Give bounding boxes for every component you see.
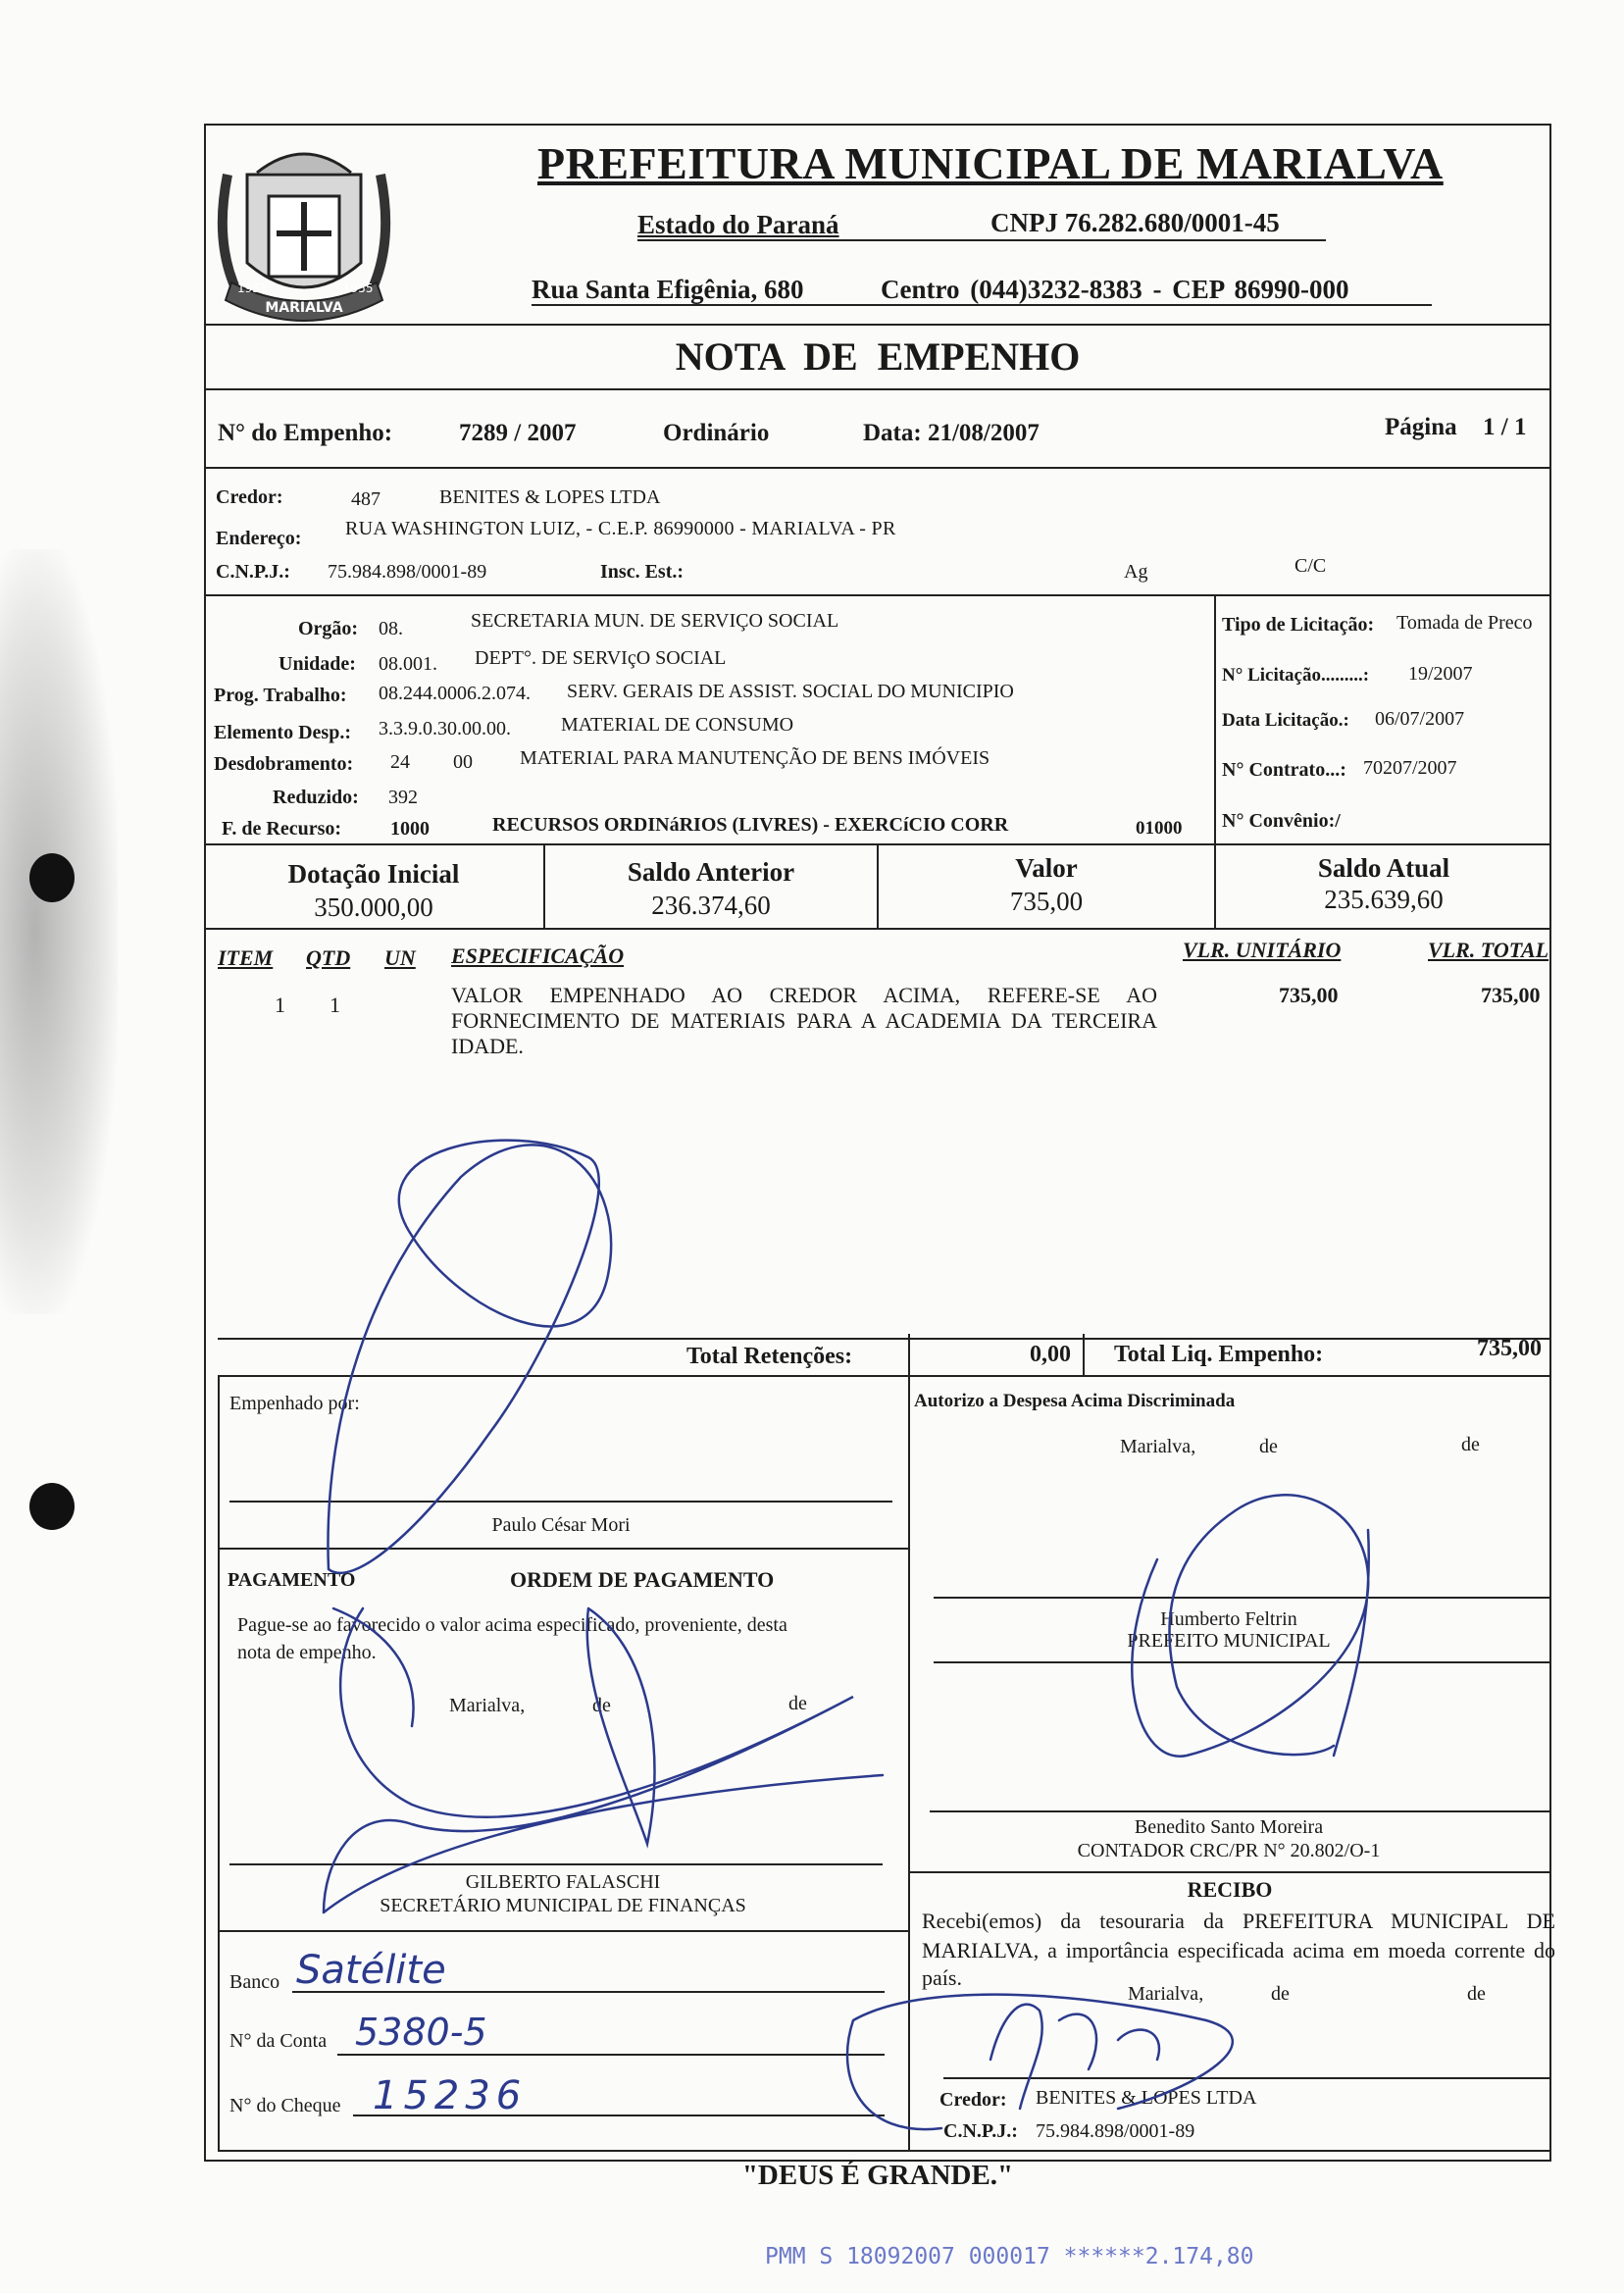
- endereco-label: Endereço:: [216, 528, 302, 549]
- header-estado: Estado do Paraná: [637, 210, 839, 239]
- empenhado-nome: Paulo César Mori: [491, 1514, 631, 1536]
- reduzido-value: 392: [388, 787, 418, 808]
- credor-cnpj: 75.984.898/0001-89: [328, 561, 487, 583]
- header-address: Rua Santa Efigênia, 680: [532, 275, 804, 304]
- convenio-label: N° Convênio:/: [1222, 810, 1341, 832]
- col-qtd: QTD: [306, 945, 351, 970]
- page-title: PREFEITURA MUNICIPAL DE MARIALVA: [537, 138, 1444, 188]
- header-contact: Centro (044)3232-8383 - CEP 86990-000: [881, 275, 1349, 304]
- recurso-code: 1000: [390, 818, 430, 840]
- page-number-label: Página: [1385, 414, 1457, 440]
- licitacao-data-label: Data Licitação.:: [1222, 710, 1349, 731]
- desdob-code-2: 00: [453, 751, 473, 773]
- desdob-name: MATERIAL PARA MANUTENÇÃO DE BENS IMÓVEIS: [520, 747, 990, 769]
- punch-hole-bottom: [29, 1483, 75, 1530]
- svg-text:MARIALVA: MARIALVA: [265, 300, 343, 316]
- ag-label: Ag: [1124, 561, 1148, 583]
- recibo-label: RECIBO: [1187, 1877, 1273, 1902]
- tipo-licitacao-label: Tipo de Licitação:: [1222, 614, 1375, 636]
- elemento-label: Elemento Desp.:: [214, 722, 351, 743]
- item-description-line-3: IDADE.: [451, 1034, 524, 1058]
- recibo-credor-label: Credor:: [939, 2089, 1007, 2111]
- cnpj-label: C.N.P.J.:: [216, 561, 290, 583]
- scan-stain: [0, 549, 118, 1314]
- licitacao-num: 19/2007: [1408, 663, 1473, 685]
- ordem-pagamento-label: ORDEM DE PAGAMENTO: [510, 1567, 775, 1592]
- retencoes-label: Total Retenções:: [686, 1344, 853, 1369]
- unidade-label: Unidade:: [279, 653, 356, 675]
- page-number: 1 / 1: [1483, 414, 1527, 440]
- cheque-value: 15236: [373, 2073, 528, 2118]
- prog-code: 08.244.0006.2.074.: [379, 683, 531, 704]
- contador-cargo: CONTADOR CRC/PR N° 20.802/O-1: [1077, 1840, 1381, 1861]
- svg-text:1955: 1955: [343, 281, 374, 295]
- recibo-cnpj-label: C.N.P.J.:: [943, 2120, 1018, 2142]
- saldo-anterior-label: Saldo Anterior: [627, 857, 795, 887]
- pagamento-texto-1: Pague-se ao favorecido o valor acima especificado, proveniente, desta: [237, 1614, 787, 1636]
- item-description-line-2: FORNECIMENTO DE MATERIAIS PARA A ACADEMIA DA TERCEIRA: [451, 1008, 1157, 1033]
- valor-label: Valor: [1015, 853, 1078, 883]
- credor-code: 487: [351, 488, 381, 510]
- mechanical-stamp: PMM S 18092007 000017 ******2.174,80: [765, 2244, 1254, 2269]
- orgao-name: SECRETARIA MUN. DE SERVIÇO SOCIAL: [471, 610, 839, 632]
- saldo-atual: 235.639,60: [1324, 885, 1444, 914]
- recibo-texto-1: Recebi(emos) da tesouraria da PREFEITURA MUNICIPAL DE: [922, 1909, 1555, 1933]
- saldo-anterior: 236.374,60: [651, 891, 771, 920]
- recibo-texto-2: MARIALVA, a importância especificada acima em moeda corrente do: [922, 1938, 1555, 1962]
- col-vlr-unitario: VLR. UNITÁRIO: [1183, 938, 1342, 962]
- cc-label: C/C: [1294, 555, 1327, 577]
- licitacao-data: 06/07/2007: [1375, 708, 1465, 730]
- header-cnpj: CNPJ 76.282.680/0001-45: [990, 208, 1280, 237]
- col-item: ITEM: [218, 945, 274, 970]
- autorizo-label: Autorizo a Despesa Acima Discriminada: [914, 1391, 1236, 1411]
- unidade-name: DEPT°. DE SERVIçO SOCIAL: [475, 647, 727, 669]
- recibo-cidade: Marialva,: [1128, 1983, 1204, 2005]
- col-vlr-total: VLR. TOTAL: [1428, 938, 1549, 962]
- autorizo-de-2: de: [1461, 1434, 1480, 1455]
- motto: "DEUS É GRANDE.": [741, 2160, 1014, 2191]
- recibo-de-2: de: [1467, 1983, 1486, 2005]
- orgao-label: Orgão:: [298, 618, 359, 639]
- recibo-texto-3: país.: [922, 1965, 962, 1990]
- credor-address: RUA WASHINGTON LUIZ, - C.E.P. 86990000 - MARIALVA - PR: [345, 518, 896, 539]
- item-description-line-1: VALOR EMPENHADO AO CREDOR ACIMA, REFERE-SE AO: [451, 983, 1157, 1007]
- retencoes-value: 0,00: [1030, 1342, 1071, 1367]
- desdob-label: Desdobramento:: [214, 753, 354, 775]
- banco-label: Banco: [229, 1971, 280, 1993]
- saldo-atual-label: Saldo Atual: [1317, 853, 1450, 883]
- contador-nome: Benedito Santo Moreira: [1134, 1816, 1324, 1838]
- empenho-date: Data: 21/08/2007: [863, 420, 1040, 446]
- col-un: UN: [384, 945, 416, 970]
- recurso-label: F. de Recurso:: [222, 818, 342, 840]
- item-qtd: 1: [330, 993, 340, 1017]
- liquido-label: Total Liq. Empenho:: [1114, 1342, 1324, 1367]
- pagamento-cidade: Marialva,: [449, 1695, 526, 1716]
- recibo-cnpj: 75.984.898/0001-89: [1036, 2120, 1195, 2142]
- conta-label: N° da Conta: [229, 2030, 328, 2052]
- cheque-label: N° do Cheque: [229, 2095, 341, 2116]
- orgao-code: 08.: [379, 618, 403, 639]
- secretario-nome: GILBERTO FALASCHI: [465, 1871, 661, 1893]
- col-especificacao: ESPECIFICAÇÃO: [451, 943, 625, 968]
- valor-value: 735,00: [1009, 887, 1084, 916]
- contrato-label: N° Contrato...:: [1222, 759, 1346, 781]
- desdob-code-1: 24: [390, 751, 410, 773]
- dotacao-inicial-label: Dotação Inicial: [287, 859, 460, 889]
- autorizo-de-1: de: [1259, 1436, 1278, 1457]
- tipo-licitacao: Tomada de Preco: [1396, 612, 1533, 634]
- reduzido-label: Reduzido:: [273, 787, 359, 808]
- credor-label: Credor:: [216, 486, 283, 508]
- recibo-de-1: de: [1271, 1983, 1290, 2005]
- recurso-name: RECURSOS ORDINáRIOS (LIVRES) - EXERCíCIO CORR: [492, 814, 1009, 836]
- empenhado-label: Empenhado por:: [229, 1393, 360, 1414]
- credor-name: BENITES & LOPES LTDA: [439, 486, 661, 508]
- conta-value: 5380-5: [355, 2011, 487, 2054]
- svg-text:1951: 1951: [237, 281, 268, 295]
- secretario-cargo: SECRETÁRIO MUNICIPAL DE FINANÇAS: [380, 1895, 746, 1916]
- recibo-credor: BENITES & LOPES LTDA: [1036, 2087, 1257, 2109]
- pagamento-texto-2: nota de empenho.: [237, 1642, 377, 1663]
- banco-value: Satélite: [296, 1948, 446, 1993]
- empenho-label: N° do Empenho:: [218, 420, 393, 446]
- empenho-number: 7289 / 2007: [459, 420, 577, 446]
- recurso-code-2: 01000: [1136, 818, 1183, 839]
- pagamento-de-1: de: [592, 1695, 611, 1716]
- unidade-code: 08.001.: [379, 653, 437, 675]
- prog-label: Prog. Trabalho:: [214, 685, 347, 706]
- elemento-code: 3.3.9.0.30.00.00.: [379, 718, 511, 739]
- autorizo-cidade: Marialva,: [1120, 1436, 1196, 1457]
- document-title: NOTA DE EMPENHO: [675, 334, 1081, 379]
- pagamento-label: PAGAMENTO: [228, 1569, 356, 1591]
- item-number: 1: [275, 993, 285, 1017]
- prog-name: SERV. GERAIS DE ASSIST. SOCIAL DO MUNICIPIO: [567, 681, 1014, 702]
- elemento-name: MATERIAL DE CONSUMO: [561, 714, 794, 736]
- empenho-type: Ordinário: [663, 420, 770, 446]
- municipal-seal: [208, 135, 400, 331]
- punch-hole-top: [29, 853, 75, 902]
- pagamento-de-2: de: [788, 1693, 807, 1714]
- licitacao-num-label: N° Licitação.........:: [1222, 665, 1370, 686]
- contrato-value: 70207/2007: [1363, 757, 1457, 779]
- item-vlr-unitario: 735,00: [1279, 983, 1339, 1007]
- liquido-value: 735,00: [1477, 1336, 1542, 1361]
- prefeito-cargo: PREFEITO MUNICIPAL: [1127, 1630, 1331, 1652]
- item-vlr-total: 735,00: [1481, 983, 1541, 1007]
- insc-label: Insc. Est.:: [600, 561, 685, 583]
- prefeito-nome: Humberto Feltrin: [1160, 1608, 1297, 1630]
- dotacao-inicial: 350.000,00: [314, 892, 433, 922]
